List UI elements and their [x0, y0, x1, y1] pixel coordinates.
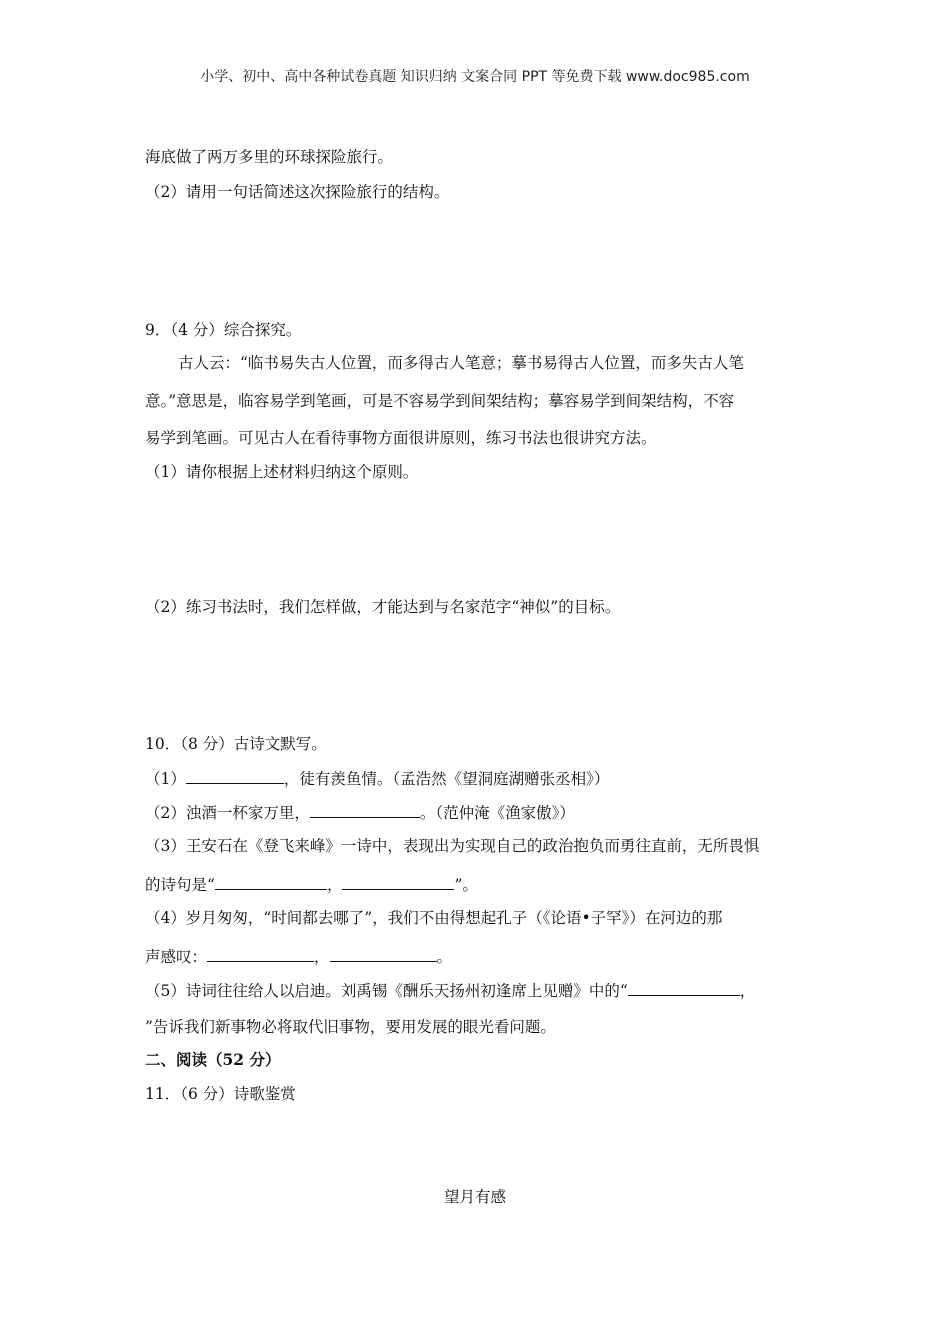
q10-item-4-line-2: [145, 945, 452, 968]
q10-blank-4a[interactable]: [207, 945, 314, 962]
section-2-heading: 二、阅读（52 分）: [145, 1050, 281, 1069]
page-header: 小学、初中、高中各种试卷真题 知识归纳 文案合同 PPT 等免费下载 www.doc985.com: [200, 69, 750, 85]
q10-item-3-prefix: 的诗句是“: [145, 876, 215, 894]
q9-paragraph-line-1: 古人云：“临书易失古人位置，而多得古人笔意；摹书易得古人位置，而多失古人笔: [178, 354, 744, 372]
q10-item-4-comma: ，: [314, 948, 330, 966]
q10-item-2-prefix: （2）浊酒一杯家万里，: [145, 804, 310, 822]
q10-item-5-line-2: ”告诉我们新事物必将取代旧事物，要用发展的眼光看问题。: [145, 1018, 556, 1036]
q10-item-4-suffix: 。: [436, 948, 453, 966]
q10-item-3-line-2: [145, 873, 478, 896]
q10-item-5-comma: ，: [739, 982, 756, 1000]
q10-item-2: [145, 801, 575, 824]
q8-continuation: 海底做了两万多里的环球探险旅行。: [145, 148, 394, 166]
q10-item-1: [145, 767, 609, 790]
q10-item-4-line-1: （4）岁月匆匆，“时间都去哪了”，我们不由得想起孔子（《论语•子罕》）在河边的那: [145, 909, 723, 927]
q10-item-2-suffix: 。（范仲淹《渔家傲》）: [419, 804, 575, 822]
q10-blank-3a[interactable]: [215, 873, 327, 890]
poem-title: 望月有感: [443, 1188, 506, 1206]
q9-paragraph-line-3: 易学到笔画。可见古人在看待事物方面很讲原则，练习书法也很讲究方法。: [145, 429, 657, 447]
q10-item-3-comma: ，: [326, 876, 343, 894]
q10-item-4-prefix: 声感叹：: [145, 948, 208, 966]
q10-blank-3b[interactable]: [342, 873, 454, 890]
q10-blank-2[interactable]: [310, 801, 420, 818]
q9-subquestion-2: （2）练习书法时，我们怎样做，才能达到与名家范字“神似”的目标。: [145, 598, 621, 616]
q10-item-5-line-1: [145, 979, 755, 1002]
q10-blank-1[interactable]: [186, 767, 284, 784]
q8-subquestion-2: （2）请用一句话简述这次探险旅行的结构。: [145, 183, 450, 201]
q10-item-1-prefix: （1）: [145, 770, 186, 788]
q10-item-3-line-1: （3）王安石在《登飞来峰》一诗中，表现出为实现自己的政治抱负而勇往直前，无所畏惧: [145, 837, 760, 855]
q10-blank-4b[interactable]: [330, 945, 437, 962]
q10-item-3-suffix: ”。: [454, 876, 478, 894]
q9-title: 9．（4 分）综合探究。: [145, 321, 302, 339]
q9-subquestion-1: （1）请你根据上述材料归纳这个原则。: [145, 463, 419, 481]
q10-title: 10．（8 分）古诗文默写。: [145, 735, 327, 753]
q10-item-1-suffix: ，徒有羡鱼情。（孟浩然《望洞庭湖赠张丞相》）: [283, 770, 610, 788]
q11-title: 11．（6 分）诗歌鉴赏: [145, 1085, 296, 1103]
q9-paragraph-line-2: 意。”意思是，临容易学到笔画，可是不容易学到间架结构；摹容易学到间架结构，不容: [145, 392, 735, 410]
q10-blank-5[interactable]: [628, 979, 740, 996]
q10-item-5-prefix: （5）诗词往往给人以启迪。刘禹锡《酬乐天扬州初逢席上见赠》中的“: [145, 982, 628, 1000]
